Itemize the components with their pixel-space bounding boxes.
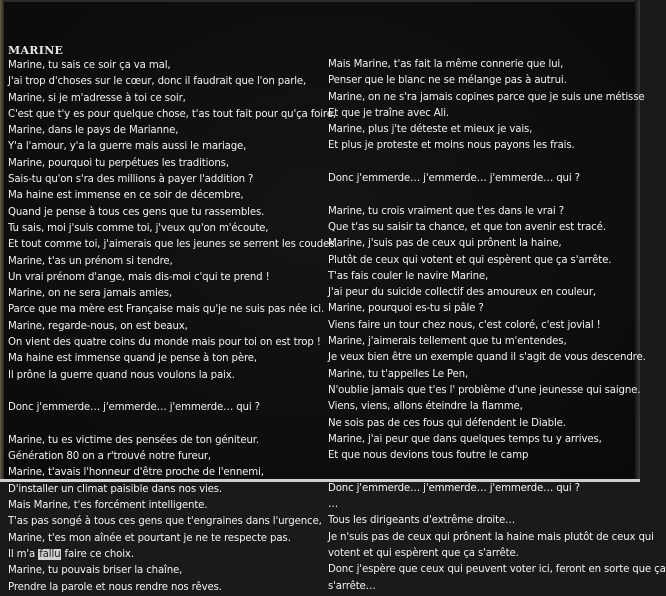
lyric-line: Marine, tu pouvais briser la chaîne,: [8, 565, 183, 577]
lyric-line: Marine, t'avais l'honneur d'être proche de l'ennemi,: [8, 467, 264, 479]
lyric-line: Prendre la parole et nous rendre nos rêves.: [8, 581, 222, 593]
lyric-line: Plutôt de ceux qui votent et qui espèrent que ça s'arrête.: [328, 254, 612, 266]
song-title: MARINE: [8, 44, 64, 57]
left-lines-container: [8, 58, 337, 596]
lyric-line: Génération 80 on a r'trouvé notre fureur,: [8, 451, 212, 463]
lyric-line: Parce que ma mère est Française mais qu'je ne suis pas née ici.: [8, 304, 325, 316]
lyric-line: s'arrête…: [328, 580, 376, 592]
lyric-line: On vient des quatre coins du monde mais pour toi on est trop !: [8, 337, 321, 349]
lyric-line: J'ai peur du suicide collectif des amoureux en couleur,: [328, 287, 596, 299]
lyric-line: Marine, si je m'adresse à toi ce soir,: [8, 92, 186, 104]
lyric-line: Marine, t'es mon aînée et pourtant je ne te respecte pas.: [8, 532, 291, 544]
lyric-line: Marine, j'aimerais tellement que tu m'entendes,: [328, 336, 567, 348]
lyric-line: Marine, dans le pays de Marianne,: [8, 125, 179, 137]
lyric-line: Ne sois pas de ces fous qui défendent le Diable.: [328, 417, 566, 429]
lyric-line: Marine, tu sais ce soir ça va mal,: [8, 60, 171, 71]
lyric-line: Marine, tu t'appelles Le Pen,: [328, 368, 469, 380]
lyric-line: Marine, t'as un prénom si tendre,: [8, 255, 173, 267]
lyric-line: Marine, on ne s'ra jamais copines parce que je suis une métisse: [328, 91, 645, 103]
lyric-line: C'est que t'y es pour quelque chose, t'as tout fait pour qu'ça foire,: [8, 108, 336, 120]
lyric-line: Y'a l'amour, y'a la guerre mais aussi le mariage,: [8, 141, 247, 153]
stanza-break: [328, 464, 666, 480]
lyric-line: Tu sais, moi j'suis comme toi, j'veux qu'on m'écoute,: [8, 222, 269, 234]
lyric-line: Je n'suis pas de ceux qui prônent la haine mais plutôt de ceux qui: [328, 531, 654, 543]
lyric-line: Je veux bien être un exemple quand il s'agit de vous descendre.: [328, 352, 646, 364]
lyric-line: Mais Marine, t'as fait la même connerie que lui,: [328, 59, 564, 70]
stanza-break: [8, 417, 337, 433]
stanza-break: [8, 384, 337, 400]
lyric-line: …: [328, 499, 339, 511]
lyric-line: [8, 547, 337, 563]
lyric-line: Tous les dirigeants d'extrême droite…: [328, 515, 516, 527]
lyric-line: T'as fais couler le navire Marine,: [328, 270, 489, 282]
lyric-line: Marine, pourquoi es-tu si pâle ?: [328, 303, 484, 315]
lyric-line: Sais-tu qu'on s'ra des millions à payer l'addition ?: [8, 174, 254, 186]
lyric-line: Et que nous devions tous foutre le camp: [328, 450, 529, 462]
lyric-line: Que t'as su saisir ta chance, et que ton avenir est tracé.: [328, 221, 606, 233]
lyric-line: T'as pas songé à tous ces gens que t'engraines dans l'urgence,: [8, 516, 322, 528]
lyric-line-suffix: faire ce choix.: [61, 548, 134, 560]
lyric-line: Marine, plus j'te déteste et mieux je vais,: [328, 124, 533, 136]
lyric-line: Marine, tu es victime des pensées de ton géniteur.: [8, 434, 259, 446]
highlighted-word: fallu: [39, 548, 61, 560]
lyric-line: Et plus je proteste et moins nous payons les frais.: [328, 140, 575, 152]
lyric-line: Marine, on ne sera jamais amies,: [8, 288, 173, 300]
stanza-break: [328, 187, 666, 203]
page-edge-top: [0, 0, 640, 2]
lyric-line: Il prône la guerre quand nous voulons la paix.: [8, 369, 235, 381]
lyric-line: Donc j'emmerde… j'emmerde… j'emmerde… qui ?: [328, 173, 580, 185]
lyric-line: Marine, pourquoi tu perpétues les traditions,: [8, 157, 229, 169]
lyrics-column-right: [328, 57, 666, 595]
lyric-line: Donc j'espère que ceux qui peuvent voter ici, feront en sorte que ça: [328, 564, 666, 576]
lyric-line: Mais Marine, t'es forcément intelligente.: [8, 500, 208, 512]
lyric-line: J'ai trop d'choses sur le cœur, donc il faudrait que l'on parle,: [8, 76, 307, 88]
lyric-line: Marine, regarde-nous, on est beaux,: [8, 320, 188, 332]
page-edge-left: [0, 0, 4, 482]
lyric-line: D'installer un climat paisible dans nos vies.: [8, 483, 222, 495]
lyric-line: Un vrai prénom d'ange, mais dis-moi c'qui te prend !: [8, 271, 270, 283]
lyric-line: Marine, tu crois vraiment que t'es dans le vrai ?: [328, 205, 564, 217]
lyric-line-prefix: Il m'a: [8, 548, 39, 560]
lyric-line: Viens faire un tour chez nous, c'est coloré, c'est jovial !: [328, 319, 601, 331]
right-lines-container: [328, 57, 666, 595]
stanza-break: [328, 155, 666, 171]
lyric-line: Marine, j'ai peur que dans quelques temps tu y arrives,: [328, 433, 602, 445]
lyric-line: Et que je traîne avec Ali.: [328, 107, 450, 119]
lyric-line: Donc j'emmerde… j'emmerde… j'emmerde… qui ?: [8, 402, 260, 414]
lyric-line: Viens, viens, allons éteindre la flamme,: [328, 401, 523, 413]
lyric-line: Donc j'emmerde… j'emmerde… j'emmerde… qui ?: [328, 482, 580, 494]
lyric-line: votent et qui espèrent que ça s'arrête.: [328, 547, 519, 559]
lyric-line: Ma haine est immense en ce soir de décembre,: [8, 190, 244, 202]
lyrics-column-left: [8, 44, 337, 596]
lyric-line: Ma haine est immense quand je pense à ton père,: [8, 353, 258, 365]
lyric-line: N'oublie jamais que t'es l' problème d'une jeunesse qui saigne.: [328, 384, 641, 396]
lyric-line: Et tout comme toi, j'aimerais que les jeunes se serrent les coudes.: [8, 239, 338, 251]
lyric-line: Penser que le blanc ne se mélange pas à autrui.: [328, 75, 567, 87]
lyric-line: Marine, j'suis pas de ceux qui prônent la haine,: [328, 238, 562, 250]
lyric-line: Quand je pense à tous ces gens que tu rassembles.: [8, 206, 265, 218]
